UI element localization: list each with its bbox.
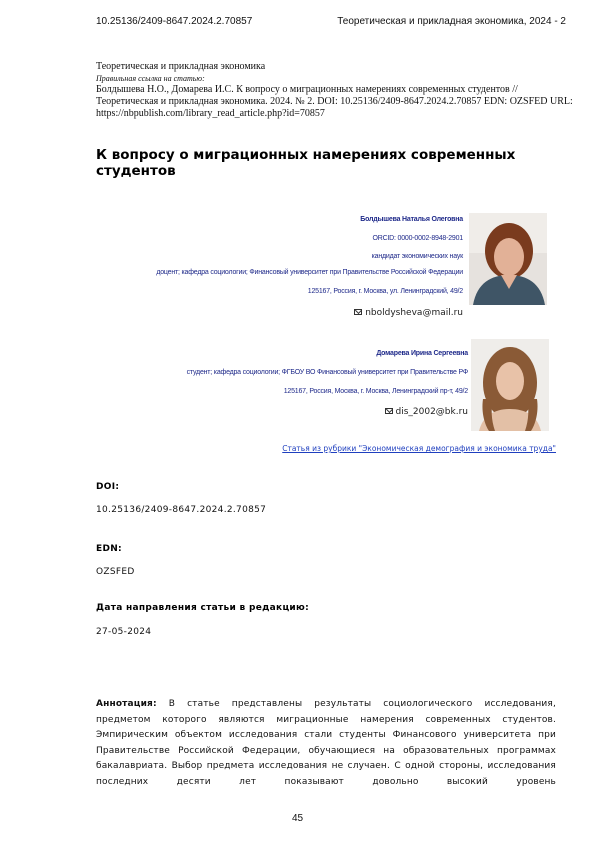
envelope-icon [354,309,362,315]
author-2-position: студент; кафедра социологии; ФГБОУ ВО Финансовый университет при Правительстве РФ [186,369,468,376]
citation-url[interactable]: https://nbpublish.com/library_read_article.php?id=70857 [96,108,325,119]
article-title: К вопросу о миграционных намерениях современных студентов [96,147,516,179]
rubric-link[interactable]: Статья из рубрики "Экономическая демография и экономика труда" [282,444,556,453]
citation-label: Правильная ссылка на статью: [96,74,205,83]
doi-value: 10.25136/2409-8647.2024.2.70857 [96,505,267,515]
date-value: 27-05-2024 [96,627,152,637]
header-journal: Теоретическая и прикладная экономика, 2024 - 2 [337,16,566,27]
doi-label: DOI: [96,482,120,492]
author-1-email[interactable]: nboldysheva@mail.ru [365,308,463,318]
edn-label: EDN: [96,544,122,554]
date-label: Дата направления статьи в редакцию: [96,603,309,613]
author-1-address: 125167, Россия, г. Москва, ул. Ленинградский, 49/2 [307,288,463,295]
author-1-name: Болдышева Наталья Олеговна [360,216,463,223]
envelope-icon [385,408,393,414]
citation-line-2: Теоретическая и прикладная экономика. 2024. № 2. DOI: 10.25136/2409-8647.2024.2.70857 EDN: OZSFED URL: [96,96,573,107]
citation-line-1: Болдышева Н.О., Домарева И.С. К вопросу о миграционных намерениях современных студентов // [96,84,518,95]
author-2-address: 125167, Россия, Москва, г. Москва, Ленинградский пр-т, 49/2 [283,388,468,395]
abstract-label: Аннотация: [96,699,157,709]
author-2-name: Домарева Ирина Сергеевна [376,350,468,357]
author-1-position: доцент; кафедра социологии; Финансовый университет при Правительстве Российской Федерации [156,269,463,276]
abstract-text: В статье представлены результаты социологического исследования, предметом которого являются миграционные намерения современных студентов. Эмпирическим объектом исследования стали студенты Финансового университета при Правительстве Российской Федерации, обучающиеся на образовательных программах бакалавриата. Выбор предмета исследования не случаен. С одной стороны, исследования последних десяти лет показывают довольно высокий уровень [96,699,556,787]
page-number: 45 [291,813,304,824]
edn-value: OZSFED [96,567,135,577]
header-doi: 10.25136/2409-8647.2024.2.70857 [96,16,253,27]
citation-journal: Теоретическая и прикладная экономика [96,61,266,72]
author-2-email[interactable]: dis_2002@bk.ru [395,407,468,417]
abstract [96,697,556,791]
author-1-photo [469,213,547,305]
author-1-orcid[interactable]: ORCID: 0000-0002-8948-2901 [372,235,463,242]
author-2-photo [471,339,549,431]
author-2-email-row[interactable] [385,407,469,417]
author-1-email-row[interactable] [354,308,463,318]
author-1-degree: кандидат экономических наук [371,253,463,260]
